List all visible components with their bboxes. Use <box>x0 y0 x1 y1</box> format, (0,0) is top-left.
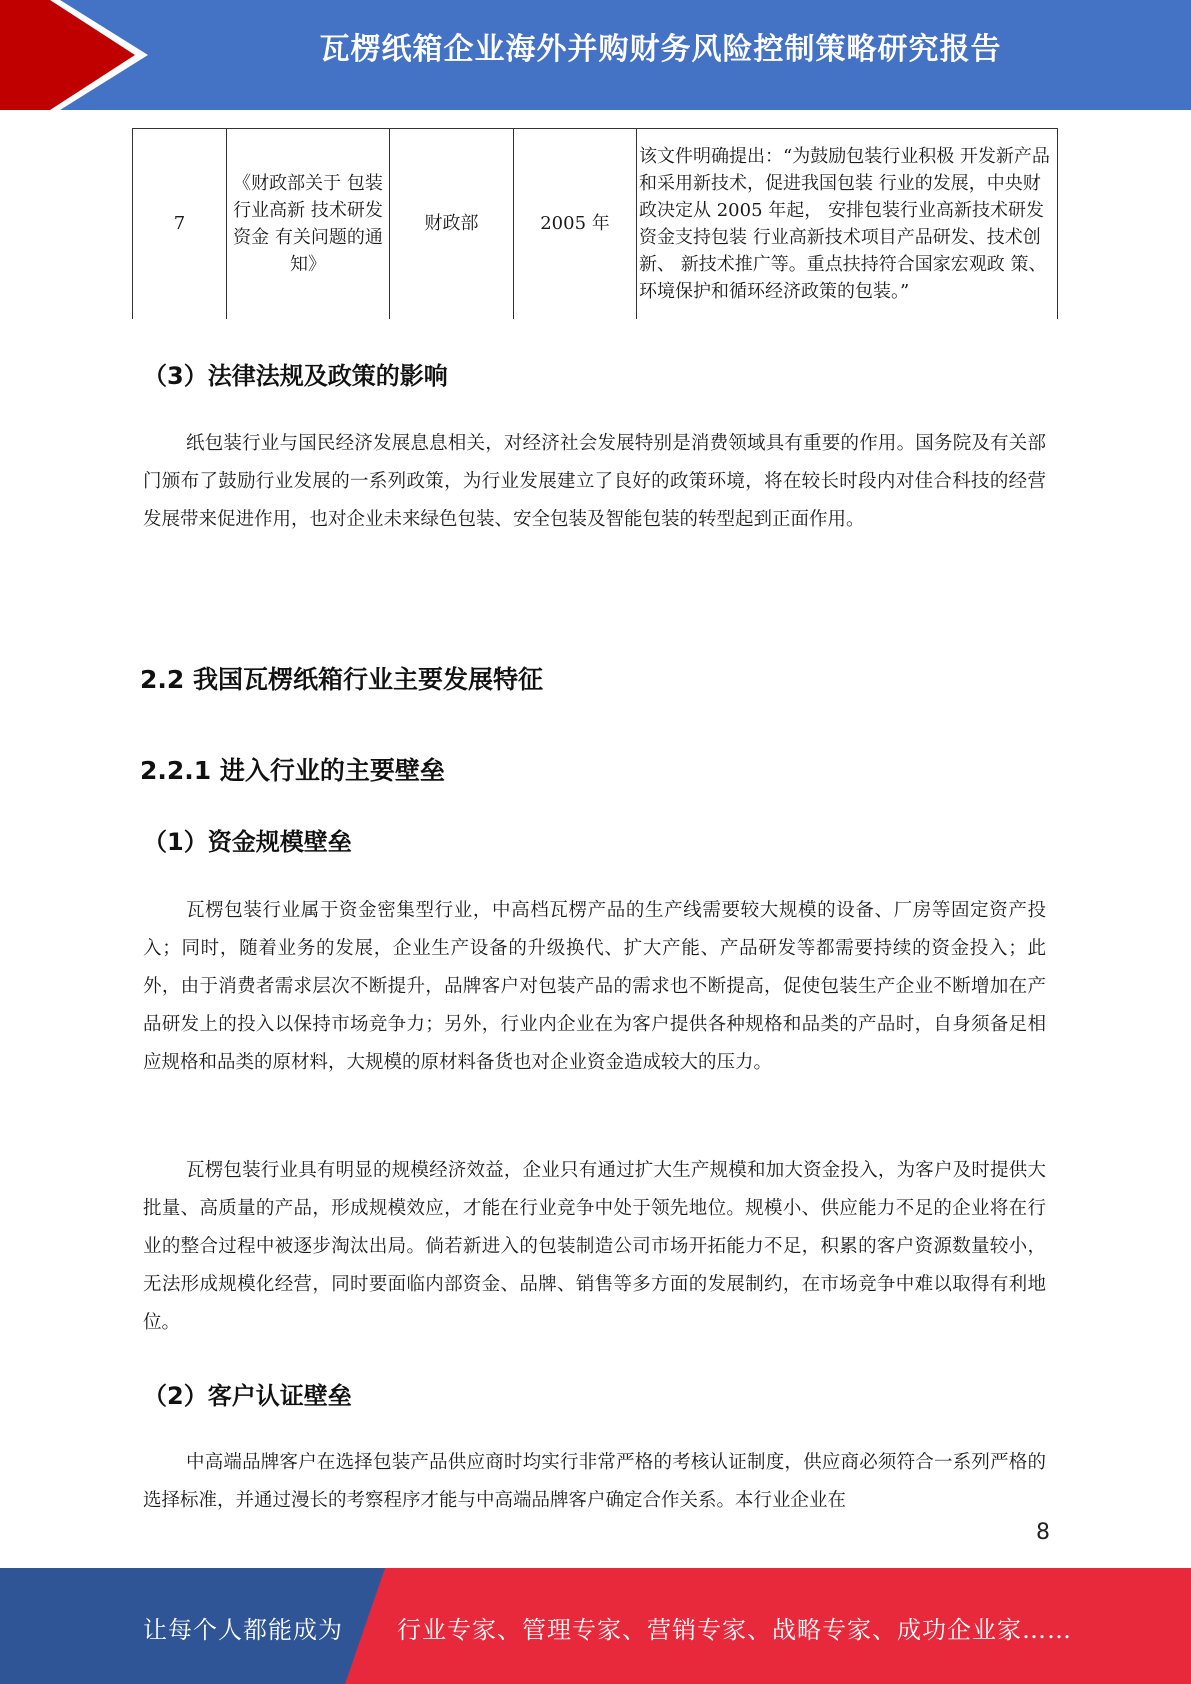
subchapter-heading: 2.2.1 进入行业的主要壁垒 <box>140 756 445 785</box>
footer-slogan-left: 让每个人都能成为 <box>143 1616 343 1644</box>
chapter-heading: 2.2 我国瓦楞纸箱行业主要发展特征 <box>140 665 543 694</box>
policy-table <box>132 128 1058 319</box>
cell-no: 7 <box>133 129 227 319</box>
page-number: 8 <box>1036 1520 1050 1545</box>
report-title: 瓦楞纸箱企业海外并购财务风险控制策略研究报告 <box>319 32 1002 67</box>
paragraph: 纸包装行业与国民经济发展息息相关，对经济社会发展特别是消费领域具有重要的作用。国务院及有关部门颁布了鼓励行业发展的一系列政策，为行业发展建立了良好的政策环境，将在较长时段内对佳合科技的经营发展带来促进作用，也对企业未来绿色包装、安全包装及智能包装的转型起到正面作用。 <box>143 433 1046 530</box>
paragraph: 中高端品牌客户在选择包装产品供应商时均实行非常严格的考核认证制度，供应商必须符合一系列严格的选择标准，并通过漫长的考察程序才能与中高端品牌客户确定合作关系。本行业企业在 <box>143 1452 1046 1511</box>
page-footer <box>0 1568 1191 1684</box>
footer-slogan-right: 行业专家、管理专家、营销专家、战略专家、成功企业家…… <box>397 1616 1072 1644</box>
cell-year: 2005 年 <box>514 129 637 319</box>
section-heading: （1）资金规模壁垒 <box>143 828 352 856</box>
section-heading: （3）法律法规及政策的影响 <box>143 362 448 390</box>
page-header <box>0 0 1191 110</box>
cell-title: 《财政部关于 包装行业高新 技术研发资金 有关问题的通 知》 <box>227 129 390 319</box>
cell-desc: 该文件明确提出：“为鼓励包装行业积极 开发新产品和采用新技术，促进我国包装 行业的发展，中央财政决定从 2005 年起， 安排包装行业高新技术研发资金支持包装 行业高新技术项目产品研发、技术创新、 新技术推广等。重点扶持符合国家宏观政 策、环境保护和循环经济政策的包装。” <box>637 129 1058 319</box>
paragraph: 瓦楞包装行业属于资金密集型行业，中高档瓦楞产品的生产线需要较大规模的设备、厂房等固定资产投入；同时，随着业务的发展，企业生产设备的升级换代、扩大产能、产品研发等都需要持续的资金投入；此外，由于消费者需求层次不断提升，品牌客户对包装产品的需求也不断提高，促使包装生产企业不断增加在产品研发上的投入以保持市场竞争力；另外，行业内企业在为客户提供各种规格和品类的产品时，自身须备足相应规格和品类的原材料，大规模的原材料备货也对企业资金造成较大的压力。 <box>143 900 1046 1073</box>
paragraph: 瓦楞包装行业具有明显的规模经济效益，企业只有通过扩大生产规模和加大资金投入，为客户及时提供大批量、高质量的产品，形成规模效应，才能在行业竞争中处于领先地位。规模小、供应能力不足的企业将在行业的整合过程中被逐步淘汰出局。倘若新进入的包装制造公司市场开拓能力不足，积累的客户资源数量较小，无法形成规模化经营，同时要面临内部资金、品牌、销售等多方面的发展制约，在市场竞争中难以取得有利地位。 <box>143 1160 1046 1333</box>
cell-issuer: 财政部 <box>390 129 514 319</box>
section-heading: （2）客户认证壁垒 <box>143 1382 352 1410</box>
table-row <box>133 129 1058 319</box>
